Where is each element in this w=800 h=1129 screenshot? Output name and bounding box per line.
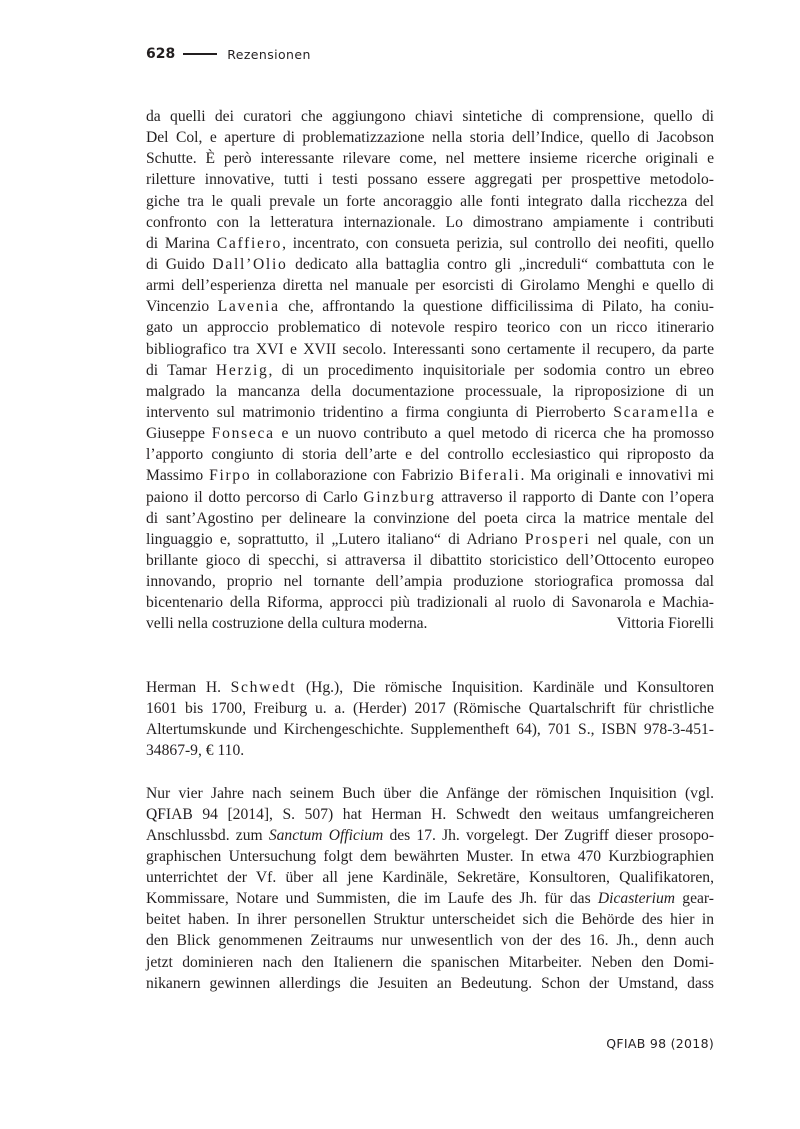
text-run: Vincenzio xyxy=(146,298,218,316)
italic-term: Dicasterium xyxy=(597,890,676,908)
text-line xyxy=(146,254,714,275)
spacer xyxy=(146,761,714,782)
text-line xyxy=(146,360,714,381)
text-line: bicentenario della Riforma, approcci più tradizionali al ruolo di Savonarola e Machia- xyxy=(146,594,714,612)
text-run: velli nella costruzione della cultura moderna. xyxy=(146,615,428,633)
text-run: e xyxy=(699,403,714,421)
author-name: Fonseca xyxy=(211,425,275,443)
spacer xyxy=(146,635,714,656)
text-run: Massimo xyxy=(146,467,210,485)
text-line xyxy=(146,888,714,909)
text-line: giche tra le quali prevale un forte ancoraggio alle fonti integrato dalla ricchezza del xyxy=(146,192,714,210)
text-line: armi dell’esperienza diretta nel manuale per esorcisti di Girolamo Menghi e quello di xyxy=(146,277,714,295)
text-run: in collaborazione con Fabrizio xyxy=(251,467,460,485)
text-line: malgrado la mancanza della documentazione processuale, la riproposizione di un xyxy=(146,382,714,400)
text-line xyxy=(146,402,714,423)
text-line: beitet haben. In ihrer personellen Struktur unterscheidet sich die Behörde des hier in xyxy=(146,911,714,929)
text-run: paiono il dotto percorso di Carlo xyxy=(146,488,364,506)
text-run: Anschlussbd. zum xyxy=(146,826,269,844)
text-run: dedicato alla battaglia contro gli „increduli“ combattuta con le xyxy=(287,255,714,273)
text-line xyxy=(146,465,714,486)
text-run: des 17. Jh. vorgelegt. Der Zugriff dieser prosopo- xyxy=(383,826,715,844)
text-line: jetzt dominieren nach den Italienern die spanischen Mitarbeiter. Neben den Domi- xyxy=(146,953,714,971)
text-run: che, affrontando la questione difficilissima di Pilato, ha coniu- xyxy=(279,298,714,316)
text-run: nel quale, con un xyxy=(590,530,715,548)
book-citation xyxy=(146,677,714,762)
text-run: Herman H. xyxy=(146,678,231,696)
author-name: Caffiero xyxy=(216,234,283,252)
text-line: den Blick genommenen Zeitraums nur unwesentlich von der des 16. Jh., denn auch xyxy=(146,932,714,950)
reviewer-signature: Vittoria Fiorelli xyxy=(616,615,714,633)
text-line: 1601 bis 1700, Freiburg u. a. (Herder) 2017 (Römische Quartalschrift für christliche xyxy=(146,699,714,717)
text-line: l’apporto congiunto di storia dell’arte e del controllo ecclesiastico qui riproposto da xyxy=(146,446,714,464)
text-line: graphischen Untersuchung folgt dem bewährten Muster. In etwa 470 Kurzbiographien xyxy=(146,847,714,865)
text-line: innovando, proprio nel tornante dell’ampia produzione storiografica promossa dal xyxy=(146,573,714,591)
author-name: Herzig xyxy=(215,361,269,379)
review-paragraph-german xyxy=(146,783,714,994)
text-run: . Ma originali e innovativi mi xyxy=(520,467,714,485)
text-run: gear- xyxy=(675,890,714,908)
text-line: bibliografico tra XVI e XVII secolo. Interessanti sono certamente il recupero, da parte xyxy=(146,340,714,358)
text-run: intervento sul matrimonio tridentino a firma congiunta di Pierroberto xyxy=(146,403,614,421)
text-line: di sant’Agostino per delineare la convinzione del poeta circa la matrice mentale del xyxy=(146,509,714,527)
text-line: gato un approccio problematico di notevole respiro teorico con un ricco itinerario xyxy=(146,319,714,337)
text-line xyxy=(146,423,714,444)
text-line: brillante gioco di specchi, si attraversa il dibattito storicistico dell’Ottocento europeo xyxy=(146,551,714,569)
text-line xyxy=(146,487,714,508)
text-line: Del Col, e aperture di problematizzazione nella storia dell’Indice, quello di Jacobson xyxy=(146,129,714,147)
text-line xyxy=(146,825,714,846)
author-name: Biferali xyxy=(459,467,521,485)
text-run: Kommissare, Notare und Summisten, die im Laufe des Jh. für das xyxy=(146,890,598,908)
author-name: Ginzburg xyxy=(363,488,436,506)
text-line xyxy=(146,529,714,550)
author-name: Firpo xyxy=(209,467,252,485)
text-line: unterrichtet der Vf. über all jene Kardinäle, Sekretäre, Konsultoren, Qualifikatoren, xyxy=(146,869,714,887)
text-run: e un nuovo contributo a quel metodo di ricerca che ha promosso xyxy=(274,425,714,443)
text-line: da quelli dei curatori che aggiungono chiavi sintetiche di comprensione, quello di xyxy=(146,108,714,125)
text-line xyxy=(146,677,714,698)
running-header xyxy=(146,43,311,65)
text-line: 34867-9, € 110. xyxy=(146,742,245,760)
page-body xyxy=(146,106,714,994)
text-line: Altertumskunde und Kirchengeschichte. Supplementheft 64), 701 S., ISBN 978-3-451- xyxy=(146,721,714,739)
author-name: Dall’Olio xyxy=(212,255,288,273)
text-line: nikanern gewinnen allerdings die Jesuiten an Bedeutung. Schon der Umstand, dass xyxy=(146,974,714,992)
author-name: Schwedt xyxy=(230,678,297,696)
text-line: riletture innovative, tutti i testi possano essere aggregati per prospettive metodolo- xyxy=(146,171,714,189)
text-run: Giuseppe xyxy=(146,425,212,443)
spacer xyxy=(146,656,714,677)
author-name: Lavenia xyxy=(217,298,280,316)
header-rule xyxy=(183,53,217,55)
text-run: (Hg.), Die römische Inquisition. Kardinäle und Konsultoren xyxy=(296,678,714,696)
text-run: di Tamar xyxy=(146,361,216,379)
text-line: Nur vier Jahre nach seinem Buch über die Anfänge der römischen Inquisition (vgl. xyxy=(146,784,714,802)
author-name: Scaramella xyxy=(613,403,700,421)
review-paragraph-italian xyxy=(146,106,714,635)
text-line xyxy=(146,233,714,254)
text-run: attraverso il rapporto di Dante con l’opera xyxy=(435,488,714,506)
page-number: 628 xyxy=(146,46,176,62)
text-line: confronto con la letteratura internazionale. Lo dimostrano ampiamente i contributi xyxy=(146,213,714,231)
text-run: , incentrato, con consueta perizia, sul controllo dei neofiti, quello xyxy=(282,234,714,252)
text-run: di Guido xyxy=(146,255,213,273)
text-run: , di un procedimento inquisitoriale per sodomia contro un ebreo xyxy=(268,361,715,379)
section-title: Rezensionen xyxy=(227,46,311,62)
text-run: linguaggio e, soprattutto, il „Lutero italiano“ di Adriano xyxy=(146,530,525,548)
italic-term: Sanctum Officium xyxy=(268,826,384,844)
text-run: di Marina xyxy=(146,234,217,252)
text-line: QFIAB 94 [2014], S. 507) hat Herman H. Schwedt den weitaus umfangreicheren xyxy=(146,805,714,823)
journal-footer: QFIAB 98 (2018) xyxy=(606,1036,714,1051)
author-name: Prosperi xyxy=(524,530,591,548)
text-line xyxy=(146,613,714,634)
text-line: Schutte. È però interessante rilevare come, nel mettere insieme ricerche originali e xyxy=(146,150,714,168)
text-line xyxy=(146,296,714,317)
